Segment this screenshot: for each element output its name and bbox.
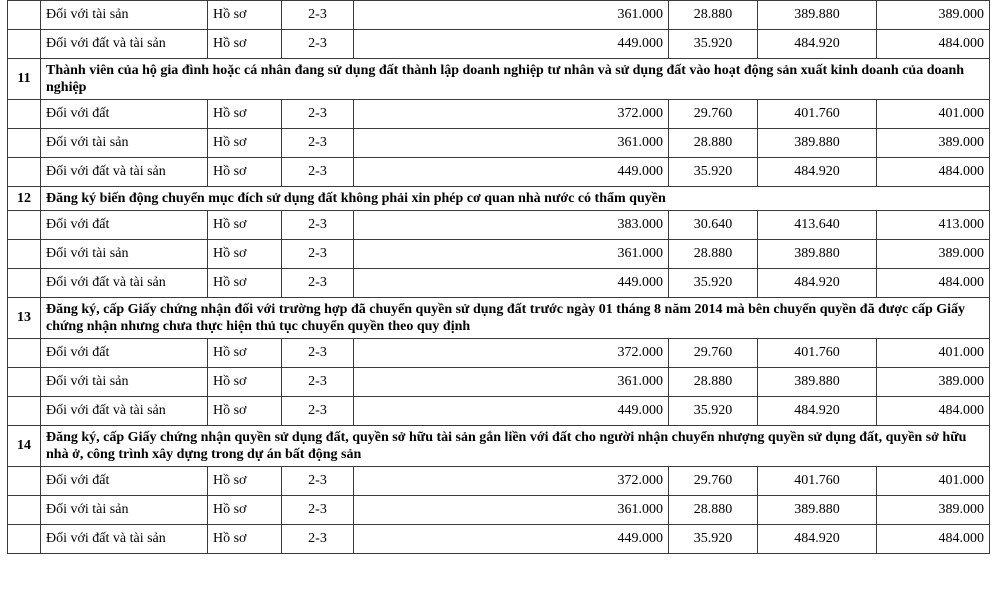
value-a-cell: 361.000 <box>354 129 669 158</box>
value-d-cell: 401.000 <box>877 467 990 496</box>
unit-cell: Hồ sơ <box>208 269 282 298</box>
value-c-cell: 389.880 <box>758 129 877 158</box>
section-header-row <box>8 187 990 211</box>
unit-cell: Hồ sơ <box>208 158 282 187</box>
value-b-cell: 35.920 <box>669 269 758 298</box>
table-row <box>8 339 990 368</box>
value-b-cell: 35.920 <box>669 158 758 187</box>
value-d-cell: 389.000 <box>877 496 990 525</box>
days-cell: 2-3 <box>282 496 354 525</box>
value-c-cell: 401.760 <box>758 339 877 368</box>
value-c-cell: 413.640 <box>758 211 877 240</box>
value-b-cell: 28.880 <box>669 240 758 269</box>
item-cell: Đối với tài sản <box>41 1 208 30</box>
item-cell: Đối với đất <box>41 211 208 240</box>
table-body <box>8 1 990 554</box>
section-title: Đăng ký biến động chuyển mục đích sử dụng đất không phải xin phép cơ quan nhà nước có thẩm quyền <box>41 187 990 211</box>
table-row <box>8 496 990 525</box>
value-c-cell: 401.760 <box>758 467 877 496</box>
fee-table <box>7 0 990 554</box>
section-number: 11 <box>8 59 41 100</box>
index-cell <box>8 1 41 30</box>
index-cell <box>8 158 41 187</box>
item-cell: Đối với đất <box>41 100 208 129</box>
item-cell: Đối với đất và tài sản <box>41 269 208 298</box>
section-header-row <box>8 59 990 100</box>
section-header-row <box>8 298 990 339</box>
value-d-cell: 389.000 <box>877 240 990 269</box>
item-cell: Đối với tài sản <box>41 496 208 525</box>
days-cell: 2-3 <box>282 129 354 158</box>
value-c-cell: 389.880 <box>758 496 877 525</box>
index-cell <box>8 129 41 158</box>
value-d-cell: 389.000 <box>877 129 990 158</box>
index-cell <box>8 339 41 368</box>
value-d-cell: 389.000 <box>877 368 990 397</box>
days-cell: 2-3 <box>282 467 354 496</box>
table-row <box>8 30 990 59</box>
item-cell: Đối với đất <box>41 339 208 368</box>
value-d-cell: 389.000 <box>877 1 990 30</box>
index-cell <box>8 525 41 554</box>
item-cell: Đối với đất và tài sản <box>41 525 208 554</box>
item-cell: Đối với tài sản <box>41 368 208 397</box>
value-b-cell: 29.760 <box>669 100 758 129</box>
unit-cell: Hồ sơ <box>208 339 282 368</box>
section-title: Đăng ký, cấp Giấy chứng nhận quyền sử dụng đất, quyền sở hữu tài sản gắn liền với đất cho người nhận chuyển nhượng quyền sử dụng đất, quyền sở hữu nhà ở, công trình xây dựng trong dự án bất động sản <box>41 426 990 467</box>
value-b-cell: 28.880 <box>669 1 758 30</box>
table-row <box>8 158 990 187</box>
unit-cell: Hồ sơ <box>208 100 282 129</box>
item-cell: Đối với đất <box>41 467 208 496</box>
value-a-cell: 361.000 <box>354 368 669 397</box>
item-cell: Đối với đất và tài sản <box>41 30 208 59</box>
value-b-cell: 35.920 <box>669 525 758 554</box>
index-cell <box>8 100 41 129</box>
value-d-cell: 484.000 <box>877 397 990 426</box>
value-c-cell: 389.880 <box>758 1 877 30</box>
table-row <box>8 269 990 298</box>
days-cell: 2-3 <box>282 158 354 187</box>
section-number: 13 <box>8 298 41 339</box>
table-row <box>8 467 990 496</box>
value-c-cell: 484.920 <box>758 30 877 59</box>
value-b-cell: 28.880 <box>669 496 758 525</box>
item-cell: Đối với tài sản <box>41 240 208 269</box>
unit-cell: Hồ sơ <box>208 1 282 30</box>
unit-cell: Hồ sơ <box>208 240 282 269</box>
value-c-cell: 401.760 <box>758 100 877 129</box>
value-a-cell: 361.000 <box>354 240 669 269</box>
value-a-cell: 372.000 <box>354 339 669 368</box>
value-b-cell: 35.920 <box>669 30 758 59</box>
section-number: 12 <box>8 187 41 211</box>
value-c-cell: 484.920 <box>758 158 877 187</box>
unit-cell: Hồ sơ <box>208 129 282 158</box>
days-cell: 2-3 <box>282 211 354 240</box>
value-a-cell: 449.000 <box>354 269 669 298</box>
table-row <box>8 1 990 30</box>
value-d-cell: 401.000 <box>877 100 990 129</box>
unit-cell: Hồ sơ <box>208 397 282 426</box>
value-c-cell: 484.920 <box>758 397 877 426</box>
days-cell: 2-3 <box>282 397 354 426</box>
value-d-cell: 401.000 <box>877 339 990 368</box>
index-cell <box>8 211 41 240</box>
value-d-cell: 484.000 <box>877 158 990 187</box>
value-c-cell: 389.880 <box>758 240 877 269</box>
value-d-cell: 413.000 <box>877 211 990 240</box>
value-a-cell: 449.000 <box>354 397 669 426</box>
value-b-cell: 28.880 <box>669 368 758 397</box>
days-cell: 2-3 <box>282 368 354 397</box>
index-cell <box>8 467 41 496</box>
days-cell: 2-3 <box>282 269 354 298</box>
index-cell <box>8 368 41 397</box>
days-cell: 2-3 <box>282 240 354 269</box>
value-b-cell: 30.640 <box>669 211 758 240</box>
table-row <box>8 397 990 426</box>
unit-cell: Hồ sơ <box>208 211 282 240</box>
value-b-cell: 28.880 <box>669 129 758 158</box>
days-cell: 2-3 <box>282 525 354 554</box>
unit-cell: Hồ sơ <box>208 467 282 496</box>
index-cell <box>8 30 41 59</box>
value-d-cell: 484.000 <box>877 269 990 298</box>
value-b-cell: 29.760 <box>669 467 758 496</box>
section-title: Đăng ký, cấp Giấy chứng nhận đối với trường hợp đã chuyển quyền sử dụng đất trước ngày 01 tháng 8 năm 2014 mà bên chuyển quyền đã được cấp Giấy chứng nhận nhưng chưa thực hiện thủ tục chuyển quyền theo quy định <box>41 298 990 339</box>
value-d-cell: 484.000 <box>877 30 990 59</box>
item-cell: Đối với đất và tài sản <box>41 397 208 426</box>
table-row <box>8 129 990 158</box>
index-cell <box>8 397 41 426</box>
table-row <box>8 240 990 269</box>
value-a-cell: 361.000 <box>354 496 669 525</box>
days-cell: 2-3 <box>282 1 354 30</box>
table-row <box>8 211 990 240</box>
unit-cell: Hồ sơ <box>208 496 282 525</box>
value-a-cell: 383.000 <box>354 211 669 240</box>
unit-cell: Hồ sơ <box>208 525 282 554</box>
value-b-cell: 29.760 <box>669 339 758 368</box>
table-row <box>8 525 990 554</box>
value-a-cell: 449.000 <box>354 525 669 554</box>
unit-cell: Hồ sơ <box>208 368 282 397</box>
section-number: 14 <box>8 426 41 467</box>
value-d-cell: 484.000 <box>877 525 990 554</box>
unit-cell: Hồ sơ <box>208 30 282 59</box>
table-row <box>8 100 990 129</box>
days-cell: 2-3 <box>282 339 354 368</box>
index-cell <box>8 496 41 525</box>
value-c-cell: 484.920 <box>758 269 877 298</box>
days-cell: 2-3 <box>282 100 354 129</box>
value-c-cell: 389.880 <box>758 368 877 397</box>
index-cell <box>8 240 41 269</box>
value-c-cell: 484.920 <box>758 525 877 554</box>
value-a-cell: 449.000 <box>354 30 669 59</box>
value-a-cell: 361.000 <box>354 1 669 30</box>
value-a-cell: 372.000 <box>354 100 669 129</box>
index-cell <box>8 269 41 298</box>
table-row <box>8 368 990 397</box>
item-cell: Đối với đất và tài sản <box>41 158 208 187</box>
item-cell: Đối với tài sản <box>41 129 208 158</box>
days-cell: 2-3 <box>282 30 354 59</box>
value-a-cell: 372.000 <box>354 467 669 496</box>
section-title: Thành viên của hộ gia đình hoặc cá nhân đang sử dụng đất thành lập doanh nghiệp tư nhân và sử dụng đất vào hoạt động sản xuất kinh doanh của doanh nghiệp <box>41 59 990 100</box>
value-b-cell: 35.920 <box>669 397 758 426</box>
section-header-row <box>8 426 990 467</box>
value-a-cell: 449.000 <box>354 158 669 187</box>
